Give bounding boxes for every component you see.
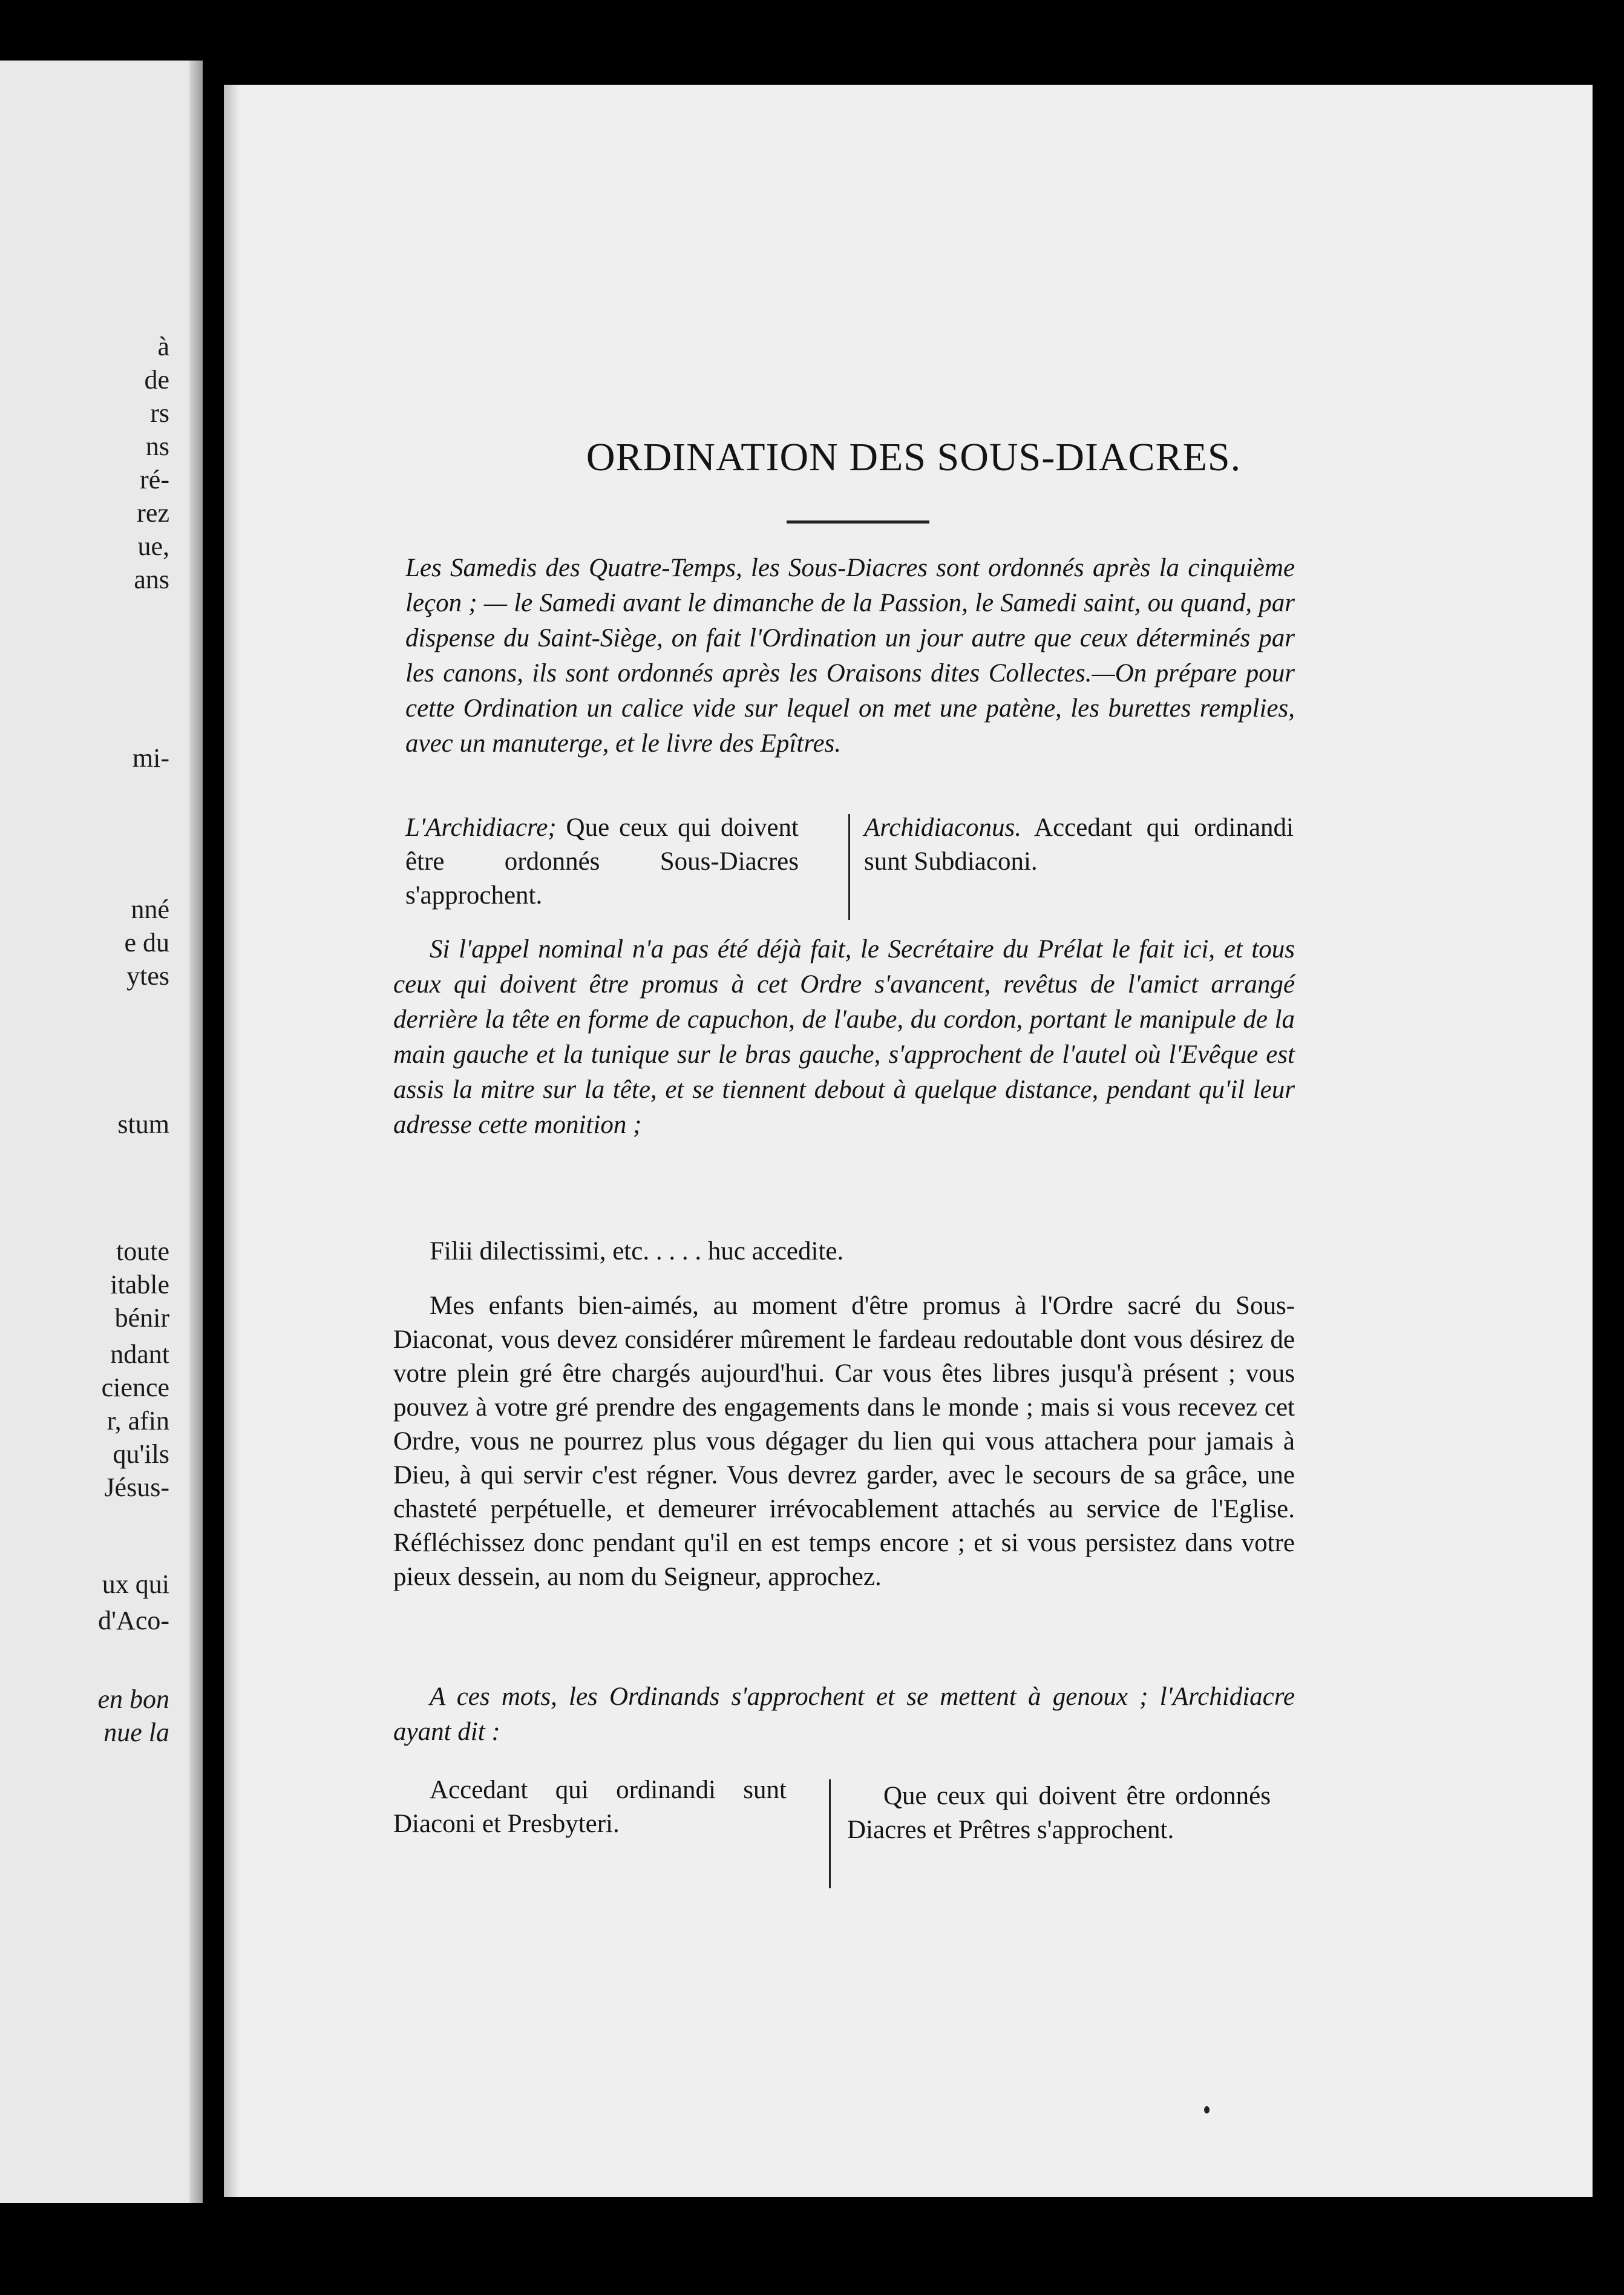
left-fragment-line: bénir [114,1303,169,1333]
left-fragment-line: itable [110,1270,169,1299]
left-fragment-line: à [157,332,169,361]
left-fragment-line: ans [134,565,169,594]
left-fragment-line: ré- [140,465,169,494]
procession-rubric: Si l'appel nominal n'a pas été déjà fait, le Secrétaire du Prélat le fait ici, et tous ceux qui doivent être promus à cet Ordre s'avancent, revêtus de l'amict arrangé derrière la tête en forme de capuchon, de l'aube, du cordon, portant le manipule de la main gauche et la tunique sur le bras gauche, s'approchent de l'autel où l'Evêque est assis la mitre sur la tête, et se tiennent debout à quelque distance, pendant qu'il leur adresse cette monition ; [393,935,1295,1139]
intro-rubric: Les Samedis des Quatre-Temps, les Sous-Diacres sont ordonnés après la cinquième leçon ; — le Samedi avant le dimanche de la Passion, le Samedi saint, ou quand, par dispense du Saint-Siège, on fait l'Ordination un jour autre que ceux déterminés par les canons, ils sont ordonnés après les Oraisons dites Collectes.—On prépare pour cette Ordination un calice vide sur lequel on met une patène, les burettes remplies, avec un manuterge, et le livre des Epîtres. [405,554,1295,758]
right-page [224,85,1593,2197]
call1-french-label: L'Archidiacre; [405,813,557,842]
left-fragment-line: r, afin [106,1406,169,1436]
left-fragment-line: rs [150,398,169,428]
title-rule [787,520,929,524]
left-fragment-line: nné [131,895,169,924]
left-fragment-line: ns [145,432,169,461]
column-divider [848,814,850,920]
call1-latin-label: Archidiaconus. [864,813,1021,842]
left-fragment-line: toute [116,1236,169,1266]
left-fragment-line: ndant [110,1339,169,1369]
page-title: ORDINATION DES SOUS-DIACRES. [586,435,1242,479]
left-fragment-line: stum [117,1109,169,1139]
left-fragment-line: cience [101,1373,169,1402]
left-fragment-line: de [144,365,169,395]
left-fragment-line: qu'ils [113,1439,169,1469]
left-fragment-line: nue la [103,1718,169,1747]
left-fragment-line: d'Aco- [98,1606,169,1635]
call1-french-text: Que ceux qui doivent être ordonnés Sous-Diacres s'approchent. [405,813,799,910]
left-fragment-line: rez [137,498,169,528]
page-edge-shadow [224,85,240,2197]
book-spine [189,61,203,2203]
left-fragment-line: ux qui [102,1569,169,1599]
bishop-address: Mes enfants bien-aimés, au moment d'être promus à l'Ordre sacré du Sous-Diaconat, vous devez considérer mûrement le fardeau redoutable dont vous désirez de votre plein gré être chargés aujourd'hui. Car vous êtes libres jusqu'à présent ; vous pouvez à votre gré prendre des engagements dans le monde ; mais si vous recevez cet Ordre, vous ne pourrez plus vous dégager du lien qui vous attachera pour jamais à Dieu, à qui servir c'est régner. Vous devrez garder, avec le secours de sa grâce, une chasteté perpétuelle, et demeurer irrévocablement attachés au service de l'Eglise. Réfléchissez donc pendant qu'il en est temps encore ; et si vous persistez dans votre pieux dessein, au nom du Seigneur, approchez. [393,1292,1295,1591]
call2-french-column: Que ceux qui doivent être ordonnés Diacres et Prêtres s'approchent. [847,1782,1271,1844]
call1-french-column [405,811,799,913]
column-divider-2 [829,1779,831,1888]
kneeling-rubric: A ces mots, les Ordinands s'approchent et se mettent à genoux ; l'Archidiacre ayant dit : [393,1683,1295,1746]
left-fragment-line: Jésus- [104,1473,169,1502]
latin-monition-line: Filii dilectissimi, etc. . . . . huc accedite. [430,1237,844,1266]
left-fragment-line: ytes [126,961,169,991]
ink-speck [1204,2106,1210,2113]
call2-latin-column: Accedant qui ordinandi sunt Diaconi et Presbyteri. [393,1776,787,1838]
left-page-fragment [0,61,203,2203]
left-fragment-line: en bon [97,1684,169,1714]
left-fragment-line: mi- [132,743,169,773]
left-fragment-line: ue, [137,531,169,561]
left-fragment-line: e du [124,928,169,957]
call1-latin-column [864,811,1294,879]
call1-latin-text: Accedant qui ordinandi sunt Subdiaconi. [864,813,1294,876]
